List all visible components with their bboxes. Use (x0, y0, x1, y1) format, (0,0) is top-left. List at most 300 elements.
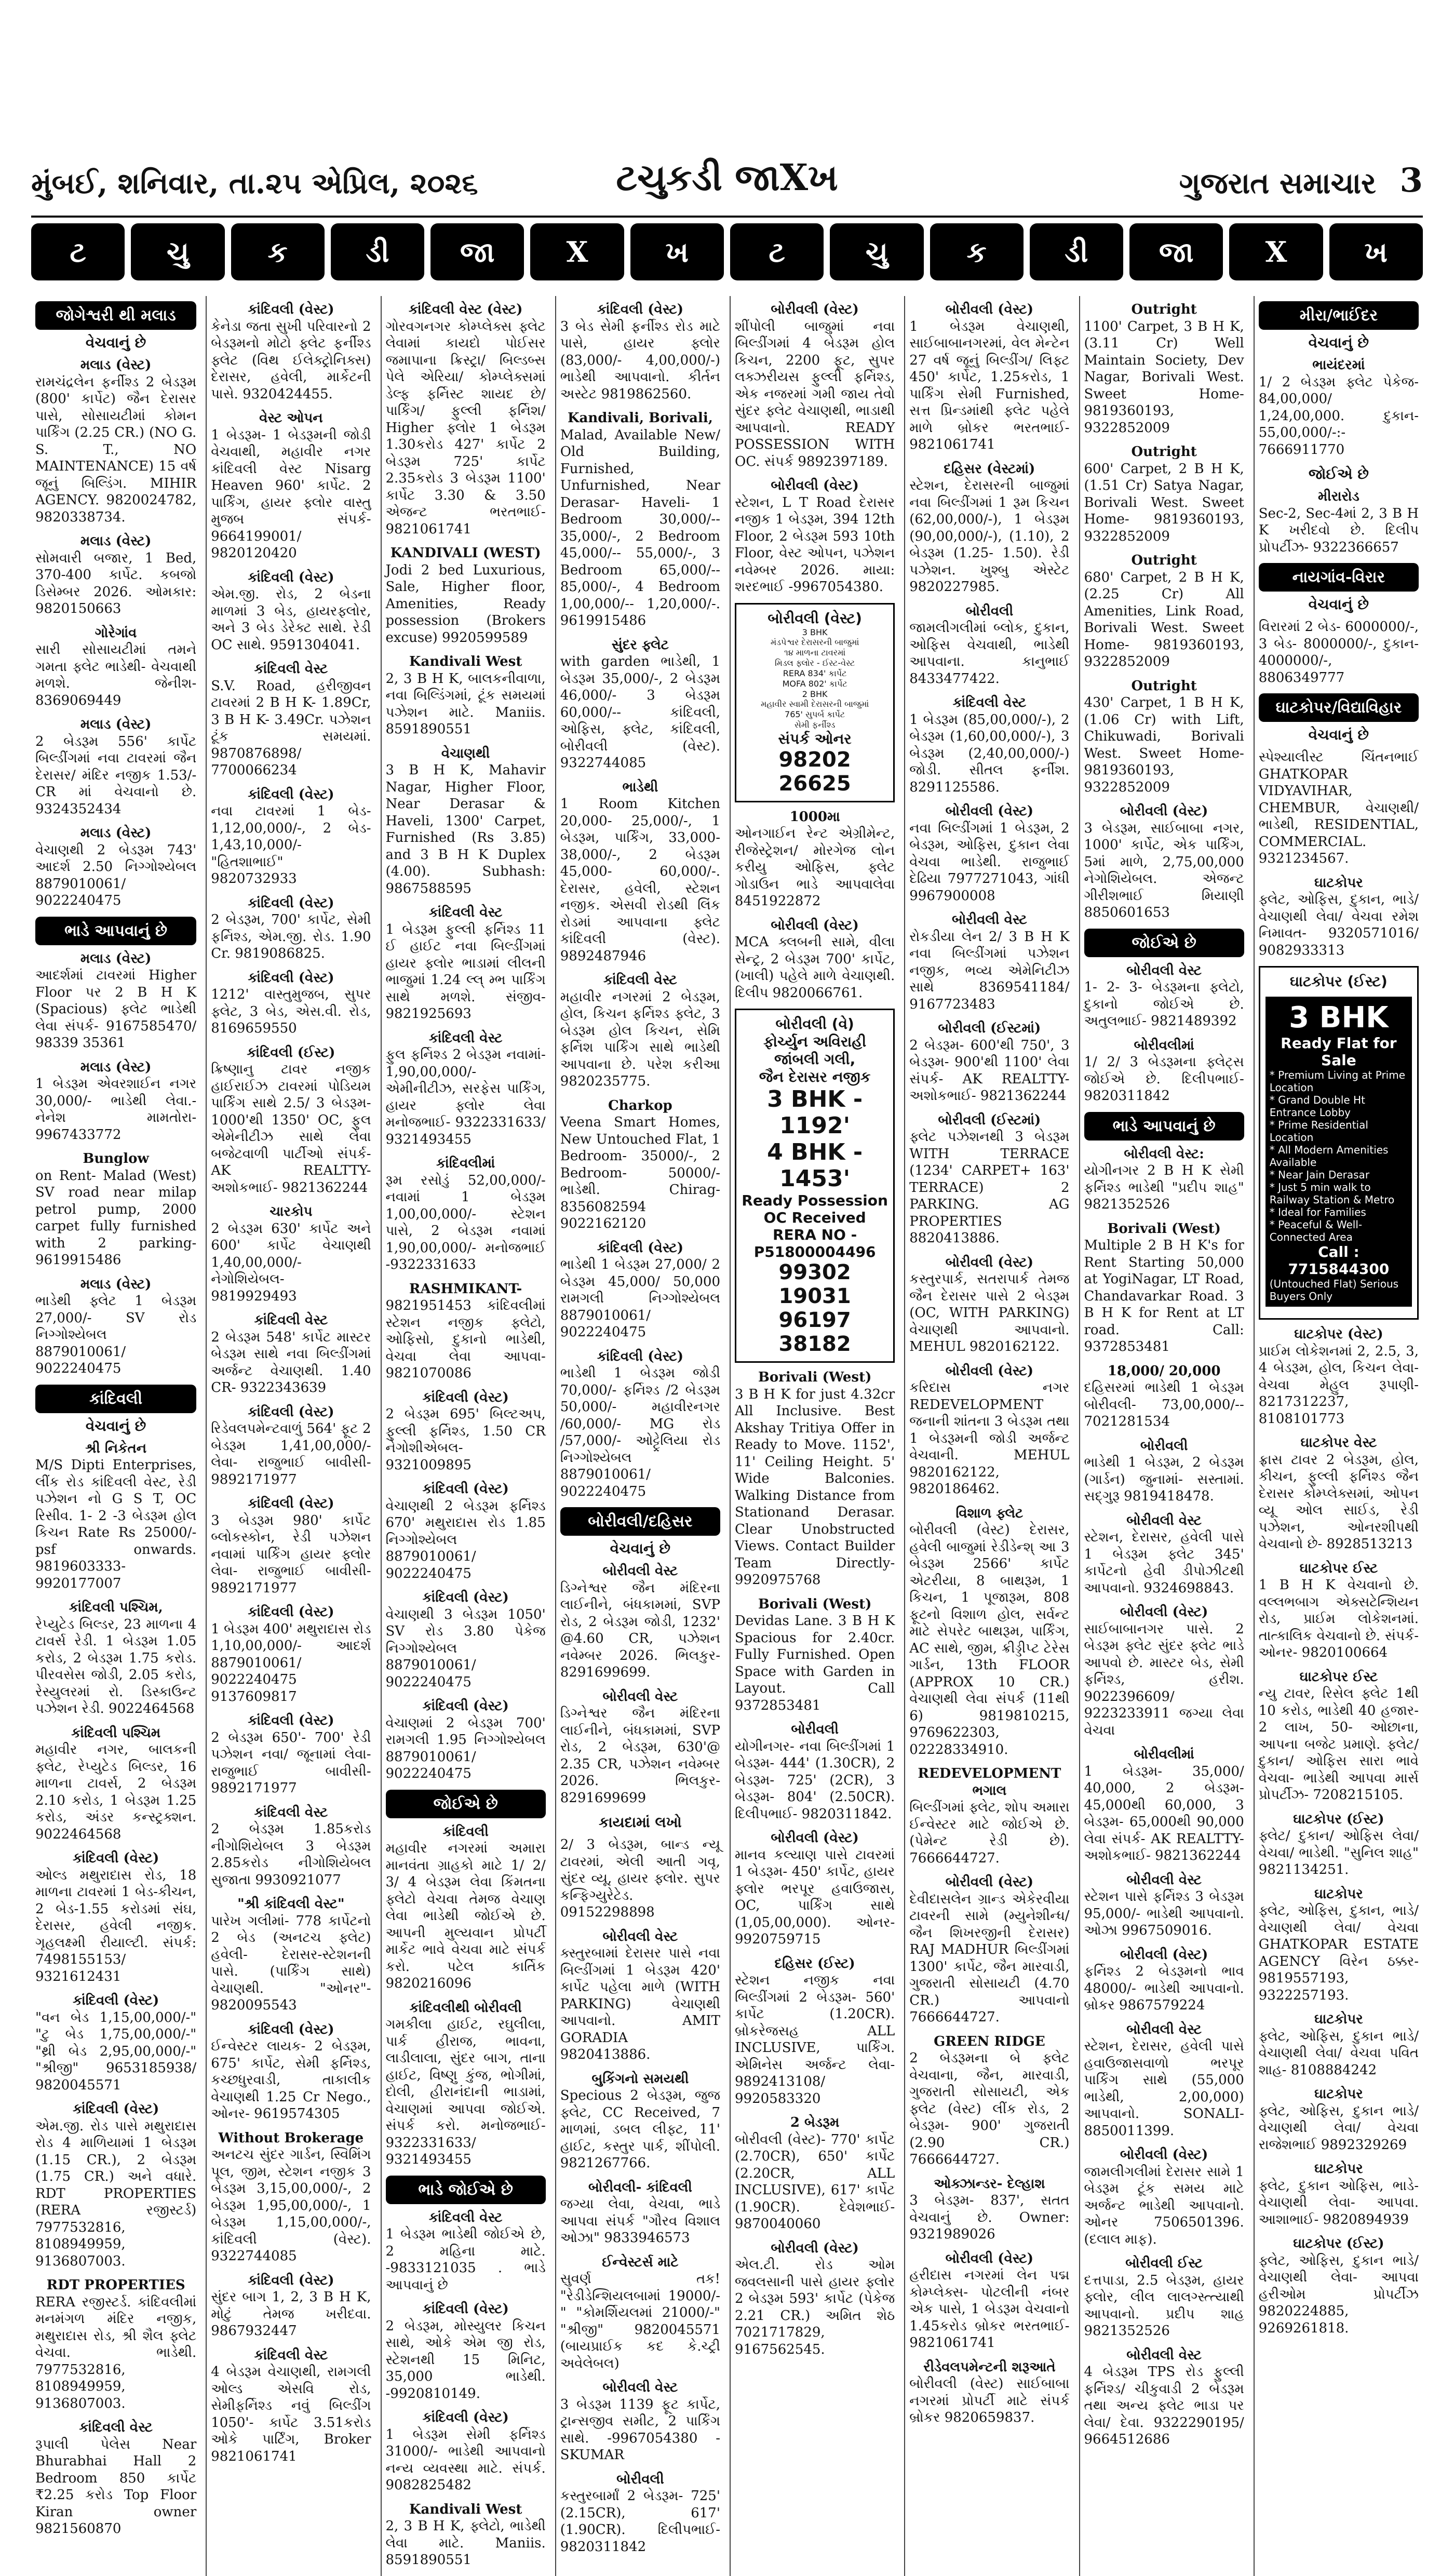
ad-text: ક્રિષ્ણાનુ ટાવર નજીક હાઈરાઈઝ ટાવરમાં પોડિયમ પાર્કિંગ સાથે 2.5/ 3 બેડરૂમ- 1000'થી 1350' OC, ફુલ એમેનીટીઝ સાથે લેવા બજેટવાળી પાર્ટીઓ સંપર્ક- AK REALTTY- અશોકભાઈ- 9821362244 (211, 1062, 371, 1196)
ad-text: મહાવીર નગરમાં 2 બેડરૂમ, હોલ, કિચન ફર્નિશ્ડ ફ્લેટ, 3 બેડરૂમ હોલ કિચન, સેમિ ફર્નિશ પાર્કિંગ સાથે ભાડેથી આપવાના છે. પરેશ કરીઆ 9820235775. (560, 989, 720, 1089)
ad-text: 2 બેડરૂમ, 700' કાર્પેટ, સેમી ફર્નિશ્ડ, એમ.જી. રોડ. 1.90 Cr. 9819086825. (211, 912, 371, 961)
ad-list (1259, 619, 1419, 686)
classified-ad (735, 301, 895, 470)
ad-text: સુંદર બાગ 1, 2, 3 B H K, મોટું તેમજ ખરીદવા. 9867932447 (211, 2289, 371, 2339)
classified-ad (1084, 1872, 1244, 1939)
banner-tile: ક (930, 223, 1024, 280)
section-sub: વેચવાનું છે (85, 1417, 146, 1434)
display-ad-title: ઘાટકોપર (ઈસ્ટ) (1289, 973, 1388, 990)
ad-location: બોરીવલીમાં (1134, 1037, 1194, 1053)
ad-location: બોરીવલી (965, 603, 1014, 619)
dateline: મુંબઈ, શનિવાર, તા.૨૫ એપ્રિલ, ૨૦૨૬ (31, 166, 478, 200)
ad-text: 3 B H K for just 4.32cr All Inclusive. Best Akshay Tritiya Offer in Ready to Move. 1152', 11' Ceiling Height. 5' Wide Balconies. Walking Distance from Stationand Derasar. Clear Unobstructed Views. Contact Builder Team Directly- 9920975768 (735, 1386, 895, 1588)
banner-tile: ટ (31, 223, 125, 280)
ad-location: બુકિંગનો સમયથી (591, 2071, 689, 2087)
ad-text: 2/ 3 બેડરૂમ, બાન્ડ ન્યૂ ટાવરમાં, એલી આતી ગવૃ, સુંદર વ્યૂ, હાયર ફ્લોર. સુપર કન્ફિગ્યુરેટેડ. 09152298898 (560, 1837, 720, 1920)
ad-text: દત્તપાડા, 2.5 બેડરૂમ, હાયર ફ્લોર, લીલ લાલગ્સ્ત્ત્યાથી આપવાનો. પ્રદીપ શાહ 9821352526 (1084, 2272, 1244, 2339)
ad-location: કાંદિવલી (વેસ્ટ) (597, 1240, 684, 1256)
ad-text: 2 બેડરૂમ 630' કાર્પેટ અને 600' કાર્પેટ વેચાણથી 1,40,00,000/- નેગોશિયેબલ- 9819929493 (211, 1220, 371, 1304)
ad-location: કાંદિવલી (ઈસ્ટ) (247, 1044, 335, 1061)
ad-text: મહાવીર નગર, બાલકની ફ્લેટ, રેપ્યુટેડ બિલ્ડર, 16 માળના ટાવર્સ, 2 બેડરૂમ 2.10 કરોડ, 1 બેડરૂમ 1.25 કરોડ, અંડર કન્સ્ટ્રક્શન. 9022464568 (35, 1742, 197, 1842)
ad-list (735, 1369, 895, 2358)
classified-ad (1084, 678, 1244, 796)
classified-ad (560, 2071, 720, 2172)
ad-location: બોરીવલી (વેસ્ટ) (771, 1830, 859, 1846)
ad-location: ઘાટકોપર (ઈસ્ટ) (1293, 1811, 1384, 1827)
ad-location: બોરીવલી (વેસ્ટ) (1120, 1604, 1208, 1620)
classified-ad (560, 1836, 720, 1921)
banner-tile: X (1229, 223, 1323, 280)
banner-tile: ડી (1030, 223, 1123, 280)
ad-text: Sec-2, Sec-4માં 2, 3 B H K ખરીદવો છે. દિલીપ પ્રોપર્ટીઝ- 9322366657 (1258, 505, 1419, 555)
ad-location: મલાડ (વેસ્ટ) (80, 717, 152, 732)
section-head: ઘાટકોપર/વિદ્યાવિહાર (1259, 693, 1419, 722)
ad-text: ફ્લેટ/ દુકાન/ ઓફિસ લેવા/ વેચવા/ ભાડેથી. "સુનિલ શાહ" 9821134251. (1258, 1828, 1419, 1877)
page-number: 3 (1399, 161, 1423, 200)
ad-text: MCA ક્લબની સામે, વીલા સેન્ટ્ર, 2 બેડરૂમ 700' કાર્પેટ, (ખાલી) પહેલે માળે વેચાણથી. દિલીપ 9820066761. (735, 934, 895, 1001)
classified-ad (35, 1440, 196, 1592)
ad-location: Borivali (West) (1107, 1220, 1221, 1237)
classified-ad (35, 1059, 196, 1144)
ad-text: ભાડેથી ફ્લેટ 1 બેડરૂમ 27,000/- SV રોડ નિગ્ગોશ્યેબલ 8879010061/ 9022240475 (35, 1293, 197, 1376)
classified-ad (211, 1604, 371, 1705)
section-head: જોઈએ છે (1084, 929, 1244, 957)
ad-location: Outright (1131, 553, 1197, 568)
ad-text: સ્ટેશન, L T Road દેરાસર નજીક 1 બેડરૂમ, 394 12th Floor, 2 બેડરૂમ 593 10th Floor, વેસ્ટ ઓપન, પઝેશન નવેમ્બર 2026. માયા: શરદભાઈ -9967054380. (735, 494, 895, 595)
ad-location: કાંદિવલી (442, 1823, 489, 1840)
ad-text: સારી સોસાયટીમાં તમને ગમતા ફ્લેટ ભાડેથી- વેચવાથી મળશે. જેનીશ- 8369069449 (35, 642, 197, 708)
classified-ad (1084, 803, 1244, 921)
ad-list (386, 1823, 546, 2168)
ad-location: વેચાણથી (441, 745, 490, 761)
banner-tile: ડી (331, 223, 424, 280)
classified-ad (211, 569, 371, 654)
ad-location: ઘાટકોપર (1314, 2011, 1363, 2027)
ad-location: બોરીવલી (વેસ્ટ) (771, 917, 859, 933)
ad-list (386, 2209, 546, 2569)
column-6 (904, 296, 1073, 2576)
ad-location: Kandivali West (409, 654, 522, 669)
display-ad-line: 765' સુપર્બ કાર્પેટ (785, 709, 845, 719)
ad-text: વેચાણથી 2 બેડરૂમ ફર્નિશ્ડ 670' મથુરાદાસ રોડ 1.85 નિગ્ગોશ્યેબલ 8879010061/ 9022240475 (385, 1498, 546, 1581)
ad-text: એમ.જી. રોડ પાસે મથુરાદાસ રોડ 4 માળિયામાં 1 બેડરૂમ (1.15 CR.), 2 બેડરૂમ (1.75 CR.) અને વધારે. RDT PROPERTIES (RERA રજીસ્ટર્ડ) 7977532816, 8108949959, 9136807003. (35, 2118, 197, 2269)
ad-text: વેચાણમાં 2 બેડરૂમ 700' રામગલી 1.95 નિગ્ગોશ્યેબલ 8879010061/ 9022240475 (385, 1715, 546, 1781)
ad-location: કાંદિવલી વેસ્ટ (254, 1804, 328, 1820)
ad-text: 1 બેડરૂમ- 1 બેડરૂમની જોડી વેચવાથી, મહાવીર નગર કાંદિવલી વેસ્ટ Nisarg Heaven 960' કાર્પેટ. 2 પાર્કિંગ, હાયર ફ્લોર વાસ્તુ મુજબ સંપર્ક- 9664199001/ 9820120420 (211, 427, 371, 561)
ad-location: 18,000/ 20,000 (1107, 1363, 1221, 1379)
ad-text: રામચંદ્રલેન ફર્નીશ્ડ 2 બેડરૂમ (800' કાર્પેટ) જૈન દેરાસર પાસે, સોસાયટીમાં કોમન પાર્કિંગ (2.25 CR.) (NO G. S. T., NO MAINTENANCE) 15 વર્ષ જૂનું બિલ્ડિંગ. MIHIR AGENCY. 9820024782, 9820338734. (35, 374, 197, 525)
ad-location: બોરીવલી (ઈસ્ટમાં) (938, 1112, 1041, 1128)
ad-text: 1 બેડરૂમ એવરશાઈન નગર 30,000/- ભાડેથી લેવા.- નેનેશ મામતોરા- 9967433772 (35, 1076, 197, 1143)
ad-text: ભાડેથી 1 બેડરૂમ 27,000/ 2 બેડરૂમ 45,000/ 50,000 રામગલી નિગ્ગોશ્યેબલ 8879010061/ 9022240475 (560, 1257, 720, 1340)
ad-text: 3 બેડરૂમ- 837', સતત વેચવાનું છે. Owner: 9321989026 (909, 2193, 1070, 2242)
ad-list (1084, 962, 1244, 1105)
ad-text: ન્યુ ટાવર, રિસેલ ફ્લેટ 1થી 10 કરોડ, ભાડેથી 40 હજાર- 2 લાખ, 50- ઓછાના, આપના બજેટ પ્રમાણે. ફ્લેટ/ દુકાન/ ઓફિસ સારા ભાવે વેચવા- ભાડેથી આપવા માર્સ પ્રોપર્ટીઝ- 7208215105. (1258, 1686, 1419, 1803)
classified-ad (735, 1955, 895, 2108)
ad-list (909, 301, 1069, 2426)
ad-location: કાંદિવલી વેસ્ટ (79, 2420, 153, 2435)
classified-ad (211, 1896, 371, 2014)
section-sub: વેચવાનું છે (85, 334, 146, 351)
classified-ad (560, 1563, 720, 1681)
ad-location: બોરીવલી (વેસ્ટ) (945, 2250, 1034, 2266)
classified-ad (386, 653, 546, 738)
ad-text: 1 બેડરૂમ સેમી ફર્નિશ્ડ 31000/- ભાડેથી આપવાનો નન્ય વ્યવસ્થા માટે. સંપર્ક. 9082825482 (385, 2426, 546, 2493)
ad-location: ઘાટકોપર (ઈસ્ટ) (1293, 2236, 1384, 2251)
section-title: ટચુકડી જાXખ (616, 156, 838, 199)
classified-ad (35, 716, 196, 817)
ad-text: કરિદાસ નગર REDEVELOPMENT જનાની શાંતના 3 બેડરૂમ તથા 1 બેડરૂમની જોડી અર્જન્ટ વેચવાની. MEHUL 9820162122, 9820186462. (909, 1380, 1070, 1497)
ad-list (1259, 488, 1419, 556)
display-ad-ready: Ready Possession (742, 1192, 888, 1209)
ad-location: Kandivali West (409, 2501, 522, 2517)
ad-text: ડિગ્નેશ્વર જૈન મંદિરના લાઈનીને, બંધકામમાં, SVP રોડ, 2 બેડરૂમ, 630'@ 2.35 CR, પઝેશન નવેમ્બર 2026. ભિલકુર- 8291699699 (560, 1706, 720, 1806)
classified-ad (35, 1850, 196, 1985)
classified-ad (386, 745, 546, 897)
ad-text: એલ.ટી. રોડ ઓમ જવલસાની પાસે હાયર ફ્લોર 2 બેડરૂમ 593' કાર્પેટ (પેકેજ 2.21 CR.) અમિત શેઠ 7021717829, 9167562545. (735, 2257, 895, 2357)
classified-ad (560, 1348, 720, 1500)
display-ad-line: * Just 5 min walk to Railway Station & Metro (1269, 1181, 1395, 1206)
display-ad-line: મંડપેશ્વર દેરાસરની બાજુમાં (770, 637, 859, 647)
ad-text: દહિસરમાં ભાડેથી 1 બેડરૂમ બોરીવલી- 73,00,000/-- 7021281534 (1084, 1380, 1244, 1429)
ad-text: કેનેડા જતા સુખી પરિવારનો 2 બેડરૂમનો મોટો ફ્લેટ ફર્નીશ્ડ ફ્લેટ (વિથ ઈલેક્ટ્રોનિક્સ) દેરાસર, હવેલી, માર્કેટની પાસે. 9320424455. (211, 318, 371, 402)
display-ad-line: * Prime Residential Location (1269, 1119, 1368, 1144)
classified-ad (35, 357, 196, 526)
display-ad-ghatkopar (1259, 966, 1419, 1320)
ad-location: ઘાટકોપર (1314, 875, 1363, 891)
ad-list (1259, 1326, 1419, 2337)
display-ad-line: જૈન દેરાસર નજીક (759, 1068, 871, 1085)
classified-ad (35, 1599, 196, 1718)
ad-location: કાંદિવલી (વેસ્ટ) (248, 895, 334, 911)
classified-ad (386, 1030, 546, 1148)
ad-text: Malad, Available New/ Old Building, Furnished, Unfurnished, Near Derasar- Haveli- 1 Bedroom 30,000/-- 35,000/-, 2 Bedroom 45,000/-- 55,000/-, 3 Bedroom 65,000/-- 85,000/-, 4 Bedroom 1,00,000/-- 1,20,000/-. 9619915486 (560, 427, 720, 628)
ad-location: વેસ્ટ ઓપન (259, 410, 323, 426)
banner-tile: ખ (630, 223, 724, 280)
ad-text: સુવર્ણ તક! "રેડીડેન્શિયલબામાં 19000/-" "કોમર્શિયલમાં 21000/-" "શ્રીજી" 9820045571 (બાયપ્રાઈક કદ કે.ચ્ટ્રી અવેલેબલ) (560, 2271, 720, 2371)
ad-location: મલાડ (વેસ્ટ) (80, 825, 152, 841)
classified-ad (735, 1830, 895, 1948)
display-ad-rera: RERA NO - P51800004496 (753, 1226, 876, 1260)
classified-ad (386, 1589, 546, 1691)
classified-ad (211, 1712, 371, 1797)
section-head: ભાડે આપવાનું છે (1084, 1112, 1244, 1141)
ad-location: બોરીવલી વેસ્ટ (602, 1563, 678, 1579)
classified-ad (35, 2101, 196, 2270)
ad-text: 2 બેડરૂમ 548' કાર્પેટ માસ્ટર બેડરૂમ સાથે નવા બિલ્ડીંગમાં અર્જન્ટ વેચાણથી. 1.40 CR- 9322343639 (211, 1329, 371, 1396)
ad-text: બોરીવલી (વેસ્ટ) દેરાસર, હવેલી બાજુમાં રેડીડેન્શ્ આ 3 બેડરૂમ 2566' કાર્પેટ એટરીયા, 8 બાથરૂમ, 1 કિચન, 1 પૂજારૂમ, 808 ફૂટનો વિશાળ હોલ, સર્વન્ટ માટે સેપરેટ બાથરૂમ, પાર્કિંગ, AC સાથે, જીમ, ક્રીડ્ડીપ્ટ ટેરેસ ગાર્ડન, 13th FLOOR (APPROX 10 CR.) વેચાણથી લેવા સંપર્ક (11થી 6) 9819810215, 9769622303, 02228334910. (909, 1522, 1070, 1757)
classified-ad (909, 1112, 1069, 1247)
ad-text: ફુલ ફર્નિશ્ડ 2 બેડરૂમ નવામાં- 1,90,00,000/- એમીનીટીઝ, સરફેસ પાર્કિંગ, હાયર ફ્લોર લેવા મનોજભાઈ- 9322331633/ 9321493455 (385, 1047, 546, 1147)
classified-ad (1084, 301, 1244, 436)
ad-text: વેચાણથી 2 બેડરૂમ 743' આદર્શ 2.50 નિગ્ગોશ્યેબલ 8879010061/ 9022240475 (35, 842, 197, 908)
ad-text: 3 બેડરૂમ 1139 ફૂટ કાર્પેટ, ટ્રાન્સજીવ સમીટ, 2 પાર્કિંગ સાથે. -9967054380 - SKUMAR (560, 2396, 720, 2463)
ad-location: ઘાટકોપર ઈસ્ટ (1299, 1560, 1378, 1576)
ad-text: Multiple 2 B H K's for Rent Starting 50,000 at YogiNagar, LT Road, Chandavarkar Road. 3 B H K for Rent at LT road. Call: 9372853481 (1084, 1238, 1244, 1354)
classified-ad (909, 2176, 1069, 2243)
ad-list (386, 301, 546, 1782)
ad-location: બોરીવલી વેસ્ટ (602, 1688, 678, 1705)
ad-text: જામલીગલીમાં બ્લોક, દુકાન, ઓફિસ વેચવાથી, ભાડેથી આપવાના. કાનુભાઈ 8433477422. (909, 620, 1070, 687)
classified-ad (735, 917, 895, 1002)
ad-text: ફ્લેટ, ઓફિસ, દુકાન, ભાડે/ વેચાણથી લેવા/ વેચવા GHATKOPAR ESTATE AGENCY વિરેન ઠક્કર- 9819557193, 9322257193. (1258, 1903, 1419, 2003)
classified-ad (35, 1276, 196, 1377)
ad-location: બોરીવલી વેસ્ટ (1126, 1512, 1202, 1528)
ad-location: બોરીવલી (વેસ્ટ) (1120, 803, 1208, 819)
ad-location: REDEVELOPMENT ભગાલ (918, 1766, 1061, 1799)
classified-ad (386, 1481, 546, 1582)
display-ad-phone: 96197 38182 (778, 1308, 851, 1356)
ad-text: "વન બેડ 1,15,00,000/-" "ટુ બેડ 1,75,00,000/-" "થ્રી બેડ 2,95,00,000/-" "શ્રીજી" 9653185938/ 9820045571 (35, 2009, 197, 2093)
ad-location: કાંદિવલી વેસ્ટ (254, 661, 328, 677)
ad-location: Bunglow (83, 1151, 149, 1166)
classified-ad (1084, 962, 1244, 1030)
column-7 (1079, 296, 1248, 2576)
ad-location: મલાડ (વેસ્ટ) (80, 357, 152, 373)
section-head: જોઈએ છે (386, 1790, 546, 1818)
display-ad-panel (1265, 997, 1412, 1307)
section-sub: કાયદામાં લખો (599, 1814, 682, 1831)
classified-ad (1084, 552, 1244, 670)
ad-location: કાંદિવલી (વેસ્ટ) (248, 1496, 334, 1511)
ad-location: બોરીવલી (1140, 1438, 1188, 1454)
ad-text: ભાડેથી 1 બેડરૂમ જોડી 70,000/- ફર્નિશ્ડ /2 બેડરૂમ 50,000/- મહાવીરનગર /60,000/- MG રોડ /57,000/- ઓટ્ટ્રેલિયા રોડ નિગ્ગોશ્યેબલ 8879010061/ 9022240475 (560, 1365, 720, 1499)
ad-location: મલાડ (વેસ્ટ) (80, 533, 152, 549)
classified-ad (1084, 1037, 1244, 1105)
classified-ad (1259, 357, 1419, 458)
classified-ad (560, 1688, 720, 1807)
ad-text: બોરીવલી (વેસ્ટ) સાઈબાબા નગરમાં પ્રોપર્ટી માટે સંપર્ક બ્રોકર 9820659837. (909, 2376, 1070, 2425)
ad-text: બોરીવલી (વેસ્ટ)- 770' કાર્પેટ (2.70CR), 650' કાર્પેટ (2.20CR, ALL INCLUSIVE), 617' કાર્પેટ (1.90CR). દેવેશભાઈ- 9870040060 (735, 2131, 895, 2232)
classified-ad (560, 1097, 720, 1232)
ad-location: ઓક્ઝાન્ડર- દેલ્હાશ (934, 2176, 1045, 2192)
top-rule (31, 216, 1423, 218)
column-4 (555, 296, 724, 2576)
display-ad-line: * All Modern Amenities Available (1269, 1144, 1389, 1169)
ad-list (1259, 749, 1419, 959)
classified-ad (1084, 1363, 1244, 1430)
ad-list (35, 1440, 196, 2538)
ad-location: Charkop (608, 1097, 672, 1113)
display-ad-subtitle: ફોર્ચ્યુન અવિરાહી (763, 1033, 867, 1050)
ad-text: S.V. Road, હરીજીવન ટાવરમાં 2 B H K- 1.89Cr, 3 B H K- 3.49Cr. પઝેશન ટૂંક સમયમાં. 9870876898/ 7700066234 (211, 678, 371, 778)
classified-ad (211, 1312, 371, 1397)
ad-list (560, 301, 720, 1500)
display-ad-tag: Ready Flat for Sale (1281, 1035, 1397, 1069)
ad-text: સ્ટેશન, દેરાસર, હવેલી પાસે 1 બેડરૂમ ફ્લેટ 345' કાર્પેટનો હેવી ડીપોઝીટથી આપવાનો. 9324698843. (1084, 1530, 1244, 1596)
ad-text: ફ્લેટ, ઓફિસ, દુકાન, ભાડે/ વેચાણથી લેવા/ વેચવા રમેશ નિમાવત- 9320571016/ 9082933313 (1258, 892, 1419, 958)
ad-text: ક્સ્તુરબામાં દેરાસર પાસે નવા બિલ્ડીંગમાં 1 બેડરૂમ 420' કાર્પેટ પહેલા માળે (WITH PARKING) વેચાણથી આપવાનો. AMIT GORADIA 9820413886. (560, 1946, 720, 2062)
classified-ad (1084, 1146, 1244, 1213)
classified-ad (560, 1928, 720, 2063)
classified-ad (909, 2250, 1069, 2352)
display-ad-oc: OC Received (763, 1209, 866, 1226)
ad-location: કાંદિવલી (વેસ્ટ) (248, 2021, 334, 2037)
column-5 (730, 296, 899, 2576)
ad-text: નવા બિલ્ડીંગમાં 1 બેડરૂમ, 2 બેડરૂમ, ઓફિસ, દુકાન લેવા વેચવા ભાડેથી. રાજુભાઈ દેઢિયા 7977271043, ગાંધી 9967900008 (909, 820, 1070, 904)
display-ad-line: મિડલ ફ્લોર - ઈસ્ટ-વેસ્ટ (774, 658, 855, 668)
display-ad-line: * Ideal for Families (1269, 1206, 1366, 1218)
ad-location: કાંદિવલી વેસ્ટ (952, 695, 1027, 710)
display-ad-lines (742, 627, 888, 730)
classified-ad (560, 2254, 720, 2372)
ad-location: બોરીવલી (વેસ્ટ) (1120, 2147, 1208, 2163)
ad-text: ફ્લેટ પઝેશનથી 3 બેડરૂમ WITH TERRACE (1234' CARPET+ 163' TERRACE) 2 PARKING. AG PROPERTIES 8820413886. (909, 1129, 1070, 1246)
ad-list (35, 950, 196, 1377)
ad-text: 2 બેડરૂમ, મોસ્યુલર કિચન સાથે, ઓકે એમ જી રોડ, સ્ટેશનથી 15 મિનિટ, 35,000 ભાડેથી. -9920810149. (385, 2318, 546, 2401)
ad-location: ઘાટકોપર (1314, 2161, 1363, 2177)
classified-ad (1084, 444, 1244, 545)
ad-location: કાંદિવલી (વેસ્ટ) (597, 302, 684, 317)
classified-ad (386, 2209, 546, 2294)
ad-location: બોરીવલી (ઈસ્ટમાં) (938, 1021, 1041, 1036)
banner-tile: X (530, 223, 624, 280)
ad-text: 1 બેડરૂમ ફુલ્લી ફર્નિશ્ડ 11 ઈ હાઈટ નવા બિલ્ડીંગમાં હાયર ફ્લોર ભાડામાં લીલની ભાજુમાં 1.24 લ્લ્ મ્ભ પાર્કિંગ સાથે મળશે. સંજીવ- 9821925693 (385, 921, 546, 1022)
ad-text: નવા ટાવરમાં 1 બેડ- 1,12,00,000/-, 2 બેડ- 1,43,10,000/- "હિતશાભાઈ" 9820732933 (211, 803, 371, 887)
ad-text: સ્ટેશન, દેરાસરની બાજુમાં નવા બિલ્ડીંગમાં 1 રૂમ કિચન (62,00,000/-), 1 બેડરૂમ (90,00,000/-), (1.10), 2 બેડરૂમ (1.25- 1.50). રેડી પઝેશન. ખુશ્બુ એસ્ટેટ 9820227985. (909, 478, 1070, 595)
ad-location: ભાડેથી (622, 779, 658, 795)
ad-location: બોરીવલી વેસ્ટ (1126, 1872, 1202, 1888)
display-ad-borivali-west (735, 603, 895, 802)
classified-ad (35, 2277, 196, 2412)
ad-location: RASHMIKANT- (409, 1281, 522, 1297)
classified-ad (35, 2419, 196, 2538)
classified-ad (1084, 1438, 1244, 1505)
classified-ad (211, 2021, 371, 2123)
ad-location: બોરીવલી (વેસ્ટ) (945, 1363, 1034, 1379)
classified-ad (35, 1992, 196, 2094)
ad-location: કાંદિવલી (વેસ્ટ) (422, 1590, 509, 1605)
newspaper-name: ગુજરાત સમાચાર (1179, 166, 1376, 200)
section-head: મીરા/ભાઈંદર (1259, 301, 1419, 330)
classified-ad (1084, 1947, 1244, 2014)
ad-location: કાંદિવલી વેસ્ટ (428, 2209, 503, 2225)
classified-ad (386, 1389, 546, 1474)
ad-text: માનવ કલ્યાણ પાસે ટાવરમાં 1 બેડરૂમ- 450' કાર્પેટ, હાયર ફ્લોર ભરપૂર હવાઉજાસ, OC, પાર્કિંગ સાથે (1,05,00,000). ઓનર- 9920759715 (735, 1847, 895, 1947)
ad-location: ભાયંદરમાં (1312, 357, 1365, 373)
classified-ad (386, 545, 546, 646)
ad-location: કાંદિવલી (વેસ્ટ) (422, 2410, 509, 2425)
ad-text: રૂપાલી પેલેસ Near Bhurabhai Hall 2 Bedroom 850 કાર્પેટ ₹2.25 કરોડ Top Floor Kiran owner 9821560870 (35, 2436, 197, 2537)
classified-ad (211, 1044, 371, 1197)
ad-list (1084, 301, 1244, 921)
classified-ad (386, 1155, 546, 1273)
banner-tile: ખ (1329, 223, 1423, 280)
classified-ad (1259, 2011, 1419, 2078)
ad-location: બોરીવલી વેસ્ટ (1126, 962, 1202, 978)
classified-ad (1084, 2255, 1244, 2340)
classified-ad (386, 2301, 546, 2402)
ad-location: કાંદિવલી (વેસ્ટ) (422, 1481, 509, 1497)
classified-ad (386, 301, 546, 538)
column-3 (381, 296, 550, 2576)
ad-location: કાંદિવલી (વેસ્ટ) (248, 569, 334, 585)
ad-location: કાંદિવલી (વેસ્ટ) (72, 2101, 159, 2117)
classified-ad (211, 2130, 371, 2265)
ad-location: કાંદિવલી (વેસ્ટ) (422, 1698, 509, 1714)
display-ad-fortune (735, 1009, 895, 1363)
ad-list (735, 809, 895, 1002)
ad-text: યોગીનગર- નવા બિલ્ડીંગમાં 1 બેડરૂમ- 444' (1.30CR), 2 બેડરૂમ- 725' (2CR), 3 બેડરૂમ- 804' (2.50CR). દિલીપભાઈ- 9820311842. (735, 1738, 895, 1822)
display-ad-line: મહાવીર સ્વામી દેરાસરની બાજુમાં (760, 699, 869, 709)
classified-ad (211, 410, 371, 562)
ad-text: on Rent- Malad (West) SV road near milap petrol pump, 2000 carpet fully furnished with 2 parking- 9619915486 (35, 1168, 197, 1268)
ad-location: કાંદિવલી વેસ્ટ (428, 1030, 503, 1046)
ad-text: આદર્શમાં ટાવરમાં Higher Floor પર 2 B H K (Spacious) ફ્લેટ ભાડેથી લેવા સંપર્ક- 9167585470/ 98339 35361 (35, 968, 197, 1051)
ad-text: બિલ્ડીંગમાં ફ્લેટ, શોપ અમારા ઈન્વેસ્ટર માટે જોઈએ છે. (પેમેન્ટ રેડી છે). 7666644727. (909, 1800, 1070, 1866)
classified-ad (211, 2347, 371, 2465)
classified-ad (35, 825, 196, 909)
classified-ad (1259, 2086, 1419, 2153)
ad-location: બોરીવલી ઈસ્ટ (1125, 2256, 1203, 2271)
display-ad-line: સેમી ફર્નીશ્ડ (794, 719, 836, 730)
ad-location: Borivali (West) (758, 1370, 872, 1385)
ad-location: બોરીવલી (વેસ્ટ) (945, 803, 1034, 819)
classified-ad (1259, 1326, 1419, 1427)
ad-text: સ્ટેશન પાસે ફર્નિશ્ડ 3 બેડરૂમ 95,000/- ભાડેથી આપવાનો. ઓઝા 9967509016. (1084, 1889, 1244, 1938)
ad-text: રૂમ રસોડું 52,00,000/- નવામાં 1 બેડરૂમ 1,00,00,000/- સ્ટેશન પાસે, 2 બેડરૂમ નવામાં 1,90,00,000/- મનોજભાઈ -9322331633 (385, 1172, 546, 1272)
classified-ad (386, 2409, 546, 2494)
ad-text: પ્રાઈમ લોકેશનમાં 2, 2.5, 3, 4 બેડરૂમ, હોલ, કિચન લેવા- વેચવા મેહુલ રૂપાણી- 8217312237, 8108101773 (1258, 1343, 1419, 1427)
classified-ad (211, 786, 371, 888)
classified-ad (909, 1765, 1069, 1867)
classified-ad (211, 301, 371, 403)
classified-ad (1084, 2347, 1244, 2448)
classified-ad (560, 1240, 720, 1341)
ad-text: 600' Carpet, 2 B H K, (1.51 Cr) Satya Nagar, Borivali West. Sweet Home- 9819360193, 9322852009 (1084, 461, 1244, 544)
ad-text: 1 બેડરૂમ (85,00,000/-), 2 બેડરૂમ (1,60,00,000/-), 3 બેડરૂમ (2,40,00,000/-) જોડી. સીતલ ફર્નીશ. 8291125586. (909, 712, 1070, 795)
ad-text: Jodi 2 bed Luxurious, Sale, Higher floor, Amenities, Ready possession (Brokers excuse) 9920599589 (385, 562, 546, 646)
display-ad-bhk: 4 BHK - 1453' (767, 1139, 863, 1192)
ad-location: કાંદિવલી વેસ્ટ (વેસ્ટ) (408, 302, 523, 317)
ad-text: રિડેવલપમેન્ટવાળું 564' ફૂટ 2 બેડરૂમ 1,41,00,000/- લેવા- રાજુભાઈ બાવીસી- 9892171977 (211, 1421, 371, 1487)
ad-text: 2, 3 B H K, ફ્લેટો, ભાડેથી લેવા માટે. Maniis. 8591890551 (385, 2518, 546, 2568)
banner-tile: ટ (730, 223, 824, 280)
classified-ad (909, 911, 1069, 1013)
classified-ad (1259, 488, 1419, 556)
classified-ad (909, 1020, 1069, 1105)
display-ad-call: Call : 7715844300 (1288, 1243, 1390, 1278)
ad-text: મહાવીર નગરમાં અમારા માનવંતા ગ્રાહકો માટે 1/ 2/ 3/ 4 બેડરૂમ લેવા કિંમતના ફ્લેટો વેચવા તેમજ વેચાણ લેવા ભાડેથી જોઈએ છે. આપની મુલ્યવાન પ્રોપર્ટી માર્કેટ ભાવે વેચવા માટે સંપર્ક કરો. પટેલ કાર્તિક 9820216096 (385, 1841, 546, 1991)
ad-text: 3 બેડ સેમી ફર્નીશ્ડ રોડ માટે પાસે, હાયર ફ્લોર (83,000/- 4,00,000/-) ભાડેથી આપવાનો. કીર્તન અસ્ટેટ 9819862560. (560, 318, 720, 402)
ad-location: કાંદિવલી (વેસ્ટ) (248, 302, 334, 317)
display-ad-line: 2 BHK (802, 689, 828, 699)
ad-text: ઓનગાઈન રેન્ટ એગ્રીમેન્ટ, રીજેસ્ટ્રેશન/ મોરગેજ લોન કરીયુ ઓફિસ, ફ્લેટ ગોડાઉન ભાડે આપવાલેવા 8451922872 (735, 826, 895, 909)
ad-list (735, 301, 895, 596)
ad-location: મલાડ (વેસ્ટ) (80, 1276, 152, 1292)
ad-text: 2 બેડરૂમ 695' બિલ્ટઅપ, ફુલ્લી ફર્નિશ્ડ, 1.50 CR નેગોશીએબલ- 9321009895 (385, 1406, 546, 1473)
ad-location: કાંદિવલી વેસ્ટ (254, 2347, 328, 2363)
ad-location: કાંદિવલી પશ્ચિમ, (69, 1600, 163, 1615)
section-sub: વેચવાનું છે (1308, 334, 1369, 351)
ad-location: કાંદિવલી વેસ્ટ (254, 1312, 328, 1328)
ad-location: બોરીવલી (616, 2471, 664, 2487)
ad-location: બોરીવલી વેસ્ટ (951, 912, 1027, 928)
ad-text: 1 B H K વેચવાનો છે. વલ્લભબાગ એક્સટેન્શિયન રોડ, પ્રાઈમ લોકેશનમાં. તાત્કાલિક વેચવાનો છે. સંપર્ક- ઓનર- 9820100664 (1258, 1577, 1419, 1660)
banner-tile: જા (1129, 223, 1223, 280)
display-ad-line: * Near Jain Derasar (1269, 1169, 1370, 1181)
classified-ad (211, 1203, 371, 1305)
ad-location: બોરીવલી વેસ્ટ (1126, 2021, 1202, 2037)
ad-list (1084, 1146, 1244, 2448)
classified-ad (1259, 1886, 1419, 2004)
ad-text: 1 બેડરૂમ વેચાણથી, સાઈબાબાનગરમાં, વેલ મેન્ટેન 27 વર્ષ જૂનું બિલ્ડીંગ/ લિફ્ટ 450' કાર્પેટ, 1.25કરોડ, 1 પાર્કિંગ સેમી Furnished, સત્ત પ્રિન્ડમાંથી ફ્લેટ પહેલે માળે બ્રોકર ભરતભાઈ- 9821061741 (909, 318, 1070, 452)
ad-text: 430' Carpet, 1 B H K, (1.06 Cr) with Lift, Chikuwadi, Borivali West. Sweet Home- 9819360193, 9322852009 (1084, 695, 1244, 795)
classified-ad (560, 2379, 720, 2464)
ad-text: ફ્લેટ, ઓફિસ, દુકાન ભાડે/ વેચાણથી લેવા/ વેચવા રાજેશભાઈ 9892329269 (1258, 2103, 1419, 2153)
ad-location: RDT PROPERTIES (46, 2277, 185, 2293)
classified-ad (735, 1596, 895, 1714)
